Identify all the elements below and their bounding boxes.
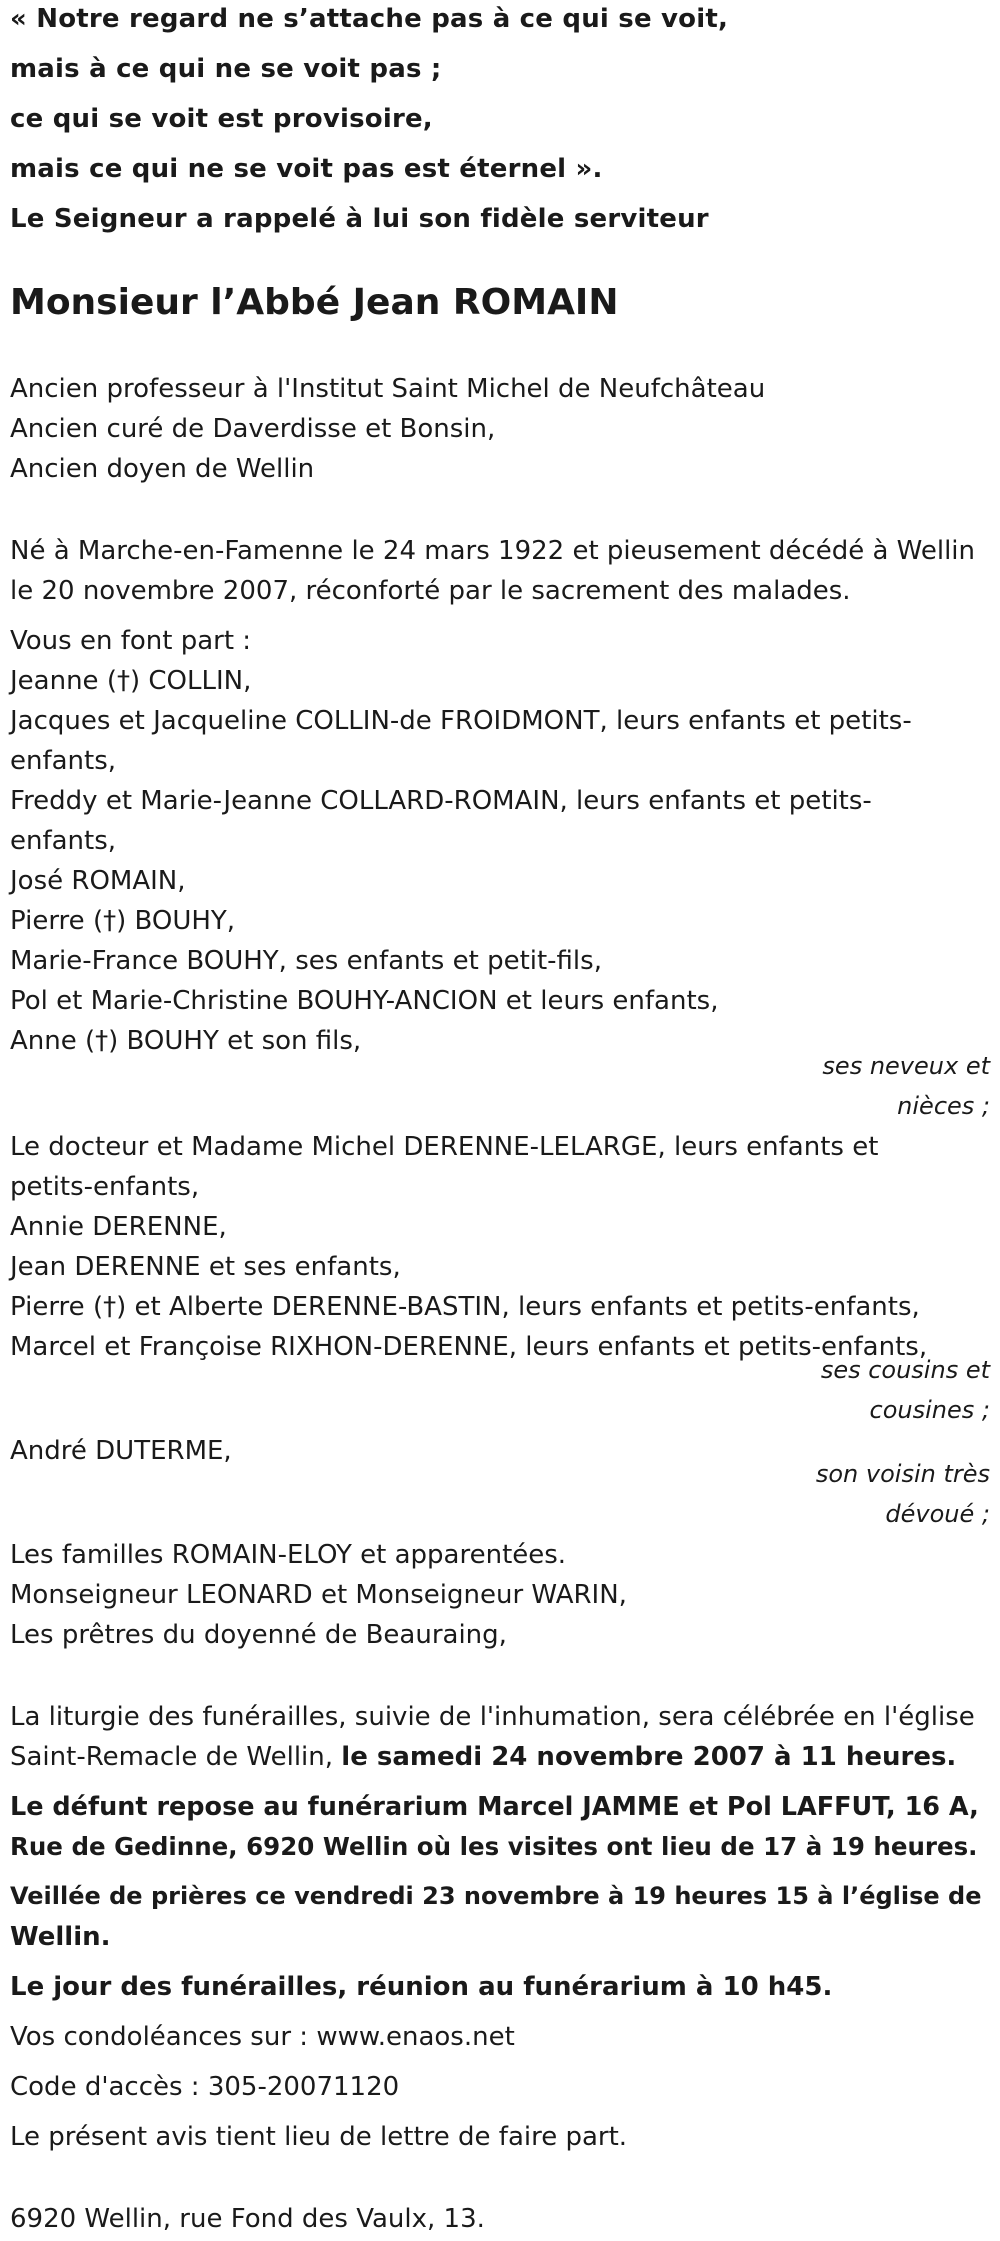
others-line: Monseigneur LEONARD et Monseigneur WARIN, (10, 1580, 627, 1610)
funeral-place: Saint-Remacle de Wellin, (10, 1742, 342, 1772)
quote-line-2: mais à ce qui ne se voit pas ; (10, 54, 442, 84)
address-line: 6920 Wellin, rue Fond des Vaulx, 13. (10, 2204, 485, 2234)
title-line: Ancien professeur à l'Institut Saint Michel de Neufchâteau (10, 374, 766, 404)
vigil-line-2: Wellin. (10, 1922, 111, 1952)
nephews-role-line-2: nièces ; (897, 1092, 990, 1120)
nephew-line: Jacques et Jacqueline COLLIN-de FROIDMONT, leurs enfants et petits- (10, 706, 912, 736)
vigil-line-1: Veillée de prières ce vendredi 23 novembre à 19 heures 15 à l’église de (10, 1882, 982, 1910)
nephew-line: enfants, (10, 826, 117, 856)
nephew-line: José ROMAIN, (10, 866, 186, 896)
funeral-date: le samedi 24 novembre 2007 à 11 heures. (341, 1742, 957, 1772)
quote-line-5: Le Seigneur a rappelé à lui son fidèle serviteur (10, 204, 709, 234)
nephew-line: enfants, (10, 746, 117, 776)
cousin-line: Marcel et Françoise RIXHON-DERENNE, leurs enfants et petits-enfants, (10, 1332, 928, 1362)
rest-line-2: Rue de Gedinne, 6920 Wellin où les visites ont lieu de 17 à 19 heures. (10, 1832, 978, 1861)
nephew-line: Anne (†) BOUHY et son fils, (10, 1026, 362, 1056)
cousin-line: Annie DERENNE, (10, 1212, 227, 1242)
quote-line-3: ce qui se voit est provisoire, (10, 104, 433, 134)
funeral-line-1: La liturgie des funérailles, suivie de l'inhumation, sera célébrée en l'église (10, 1702, 975, 1732)
condolences-line: Vos condoléances sur : www.enaos.net (10, 2022, 515, 2052)
cousin-line: Le docteur et Madame Michel DERENNE-LELARGE, leurs enfants et (10, 1132, 879, 1162)
quote-line-1: « Notre regard ne s’attache pas à ce qui se voit, (10, 4, 729, 34)
birth-death-line-2: le 20 novembre 2007, réconforté par le sacrement des malades. (10, 576, 851, 606)
deceased-name: Monsieur l’Abbé Jean ROMAIN (10, 282, 619, 323)
others-line: Les familles ROMAIN-ELOY et apparentées. (10, 1540, 567, 1570)
announce-intro: Vous en font part : (10, 626, 252, 656)
cousins-role-line-1: ses cousins et (820, 1356, 990, 1384)
nephew-line: Jeanne (†) COLLIN, (10, 666, 252, 696)
rest-line-1: Le défunt repose au funérarium Marcel JAMME et Pol LAFFUT, 16 A, (10, 1792, 979, 1822)
quote-line-4: mais ce qui ne se voit pas est éternel ». (10, 154, 603, 184)
cousin-line: Pierre (†) et Alberte DERENNE-BASTIN, leurs enfants et petits-enfants, (10, 1292, 920, 1322)
nephew-line: Pol et Marie-Christine BOUHY-ANCION et leurs enfants, (10, 986, 719, 1016)
others-line: Les prêtres du doyenné de Beauraing, (10, 1620, 507, 1650)
neighbour-role-line-1: son voisin très (815, 1460, 990, 1488)
nephew-line: Pierre (†) BOUHY, (10, 906, 236, 936)
funeral-line-2 (10, 1742, 956, 1772)
neighbour-role-line-2: dévoué ; (885, 1500, 990, 1528)
nephew-line: Marie-France BOUHY, ses enfants et petit-fils, (10, 946, 602, 976)
nephews-role-line-1: ses neveux et (822, 1052, 990, 1080)
access-code-line: Code d'accès : 305-20071120 (10, 2072, 400, 2102)
cousins-role-line-2: cousines ; (869, 1396, 990, 1424)
cousin-line: petits-enfants, (10, 1172, 200, 1202)
neighbour-line: André DUTERME, (10, 1436, 232, 1466)
title-line: Ancien doyen de Wellin (10, 454, 315, 484)
meeting-line: Le jour des funérailles, réunion au funérarium à 10 h45. (10, 1972, 833, 2002)
nephew-line: Freddy et Marie-Jeanne COLLARD-ROMAIN, leurs enfants et petits- (10, 786, 872, 816)
notice-line: Le présent avis tient lieu de lettre de faire part. (10, 2122, 628, 2152)
title-line: Ancien curé de Daverdisse et Bonsin, (10, 414, 496, 444)
birth-death-line-1: Né à Marche-en-Famenne le 24 mars 1922 et pieusement décédé à Wellin (10, 536, 976, 566)
cousin-line: Jean DERENNE et ses enfants, (10, 1252, 401, 1282)
